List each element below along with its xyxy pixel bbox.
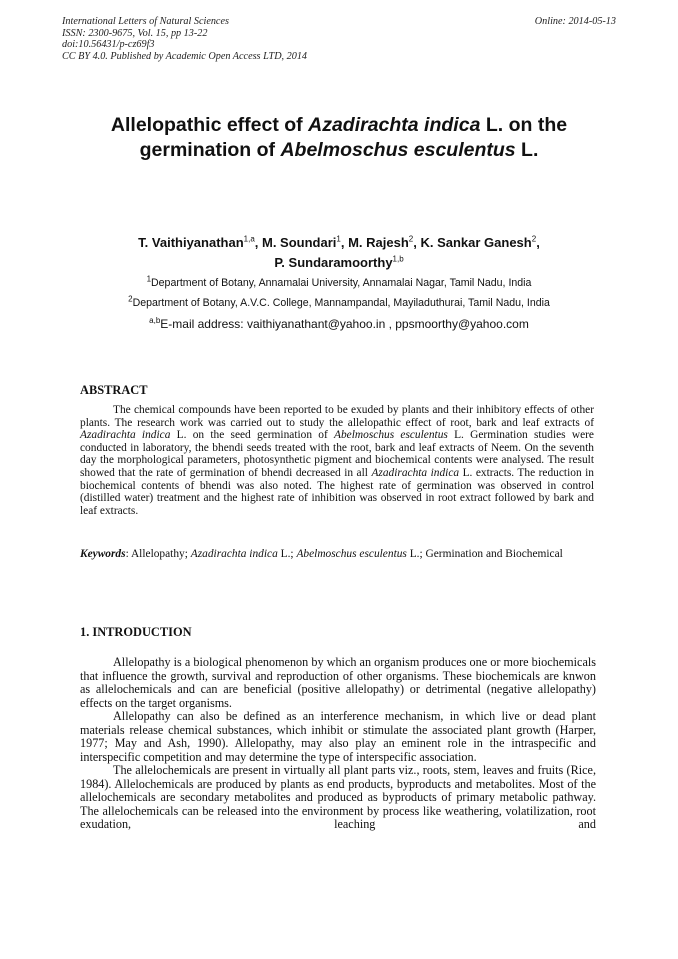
- species-name: Abelmoschus esculentus: [334, 429, 448, 442]
- title-species-2: Abelmoschus esculentus: [280, 139, 516, 161]
- affiliation-mark: 2: [128, 294, 133, 304]
- doi-line: doi:10.56431/p-cz69f3: [62, 39, 155, 51]
- author-affiliation-mark: 2: [531, 234, 537, 244]
- author-name: , M. Soundari: [254, 235, 337, 250]
- email-line: [60, 316, 618, 332]
- author-name: P. Sundaramoorthy: [274, 255, 393, 270]
- affiliation-mark: 1: [146, 274, 152, 284]
- author-list: [60, 233, 618, 273]
- online-date: Online: 2014-05-13: [534, 16, 616, 27]
- keyword-species: Abelmoschus esculentus: [296, 548, 407, 560]
- keywords-text: L.;: [277, 548, 297, 560]
- abstract-body: [80, 404, 594, 517]
- abstract-text: L. extracts. The reduction in biochemical contents of bhendi was also noted. The highest rate of germination was observed in control (distilled water) treatment and the highest rate of inhibition was observed in root extract followed by bark and leaf extracts.: [80, 466, 594, 517]
- keywords-label: Keywords: [80, 548, 126, 560]
- abstract-heading: ABSTRACT: [80, 383, 148, 397]
- author-affiliation-mark: 1: [336, 234, 341, 244]
- title-species-1: Azadirachta indica: [308, 114, 481, 136]
- author-name: , K. Sankar Ganesh: [413, 235, 532, 250]
- abstract-text: The chemical compounds have been reported to be exuded by plants and their inhibitory effects of other plants. The research work was carried out to study the allelopathic effect of root, bark and leaf extracts of: [80, 404, 594, 429]
- title-part: L. on the germination of: [139, 114, 568, 161]
- author-separator: ,: [536, 235, 540, 250]
- affiliation-2: [60, 296, 618, 310]
- email-text[interactable]: E-mail address: vaithiyanathant@yahoo.in , ppsmoorthy@yahoo.com: [160, 317, 529, 331]
- license-line: CC BY 4.0. Published by Academic Open Access LTD, 2014: [62, 50, 308, 62]
- intro-paragraph-1: Allelopathy is a biological phenomenon by which an organism produces one or more biochemicals that influence the growth, survival and reproduction of other organisms. These biochemicals are knwon as allelochemicals and can are beneficial (positive allelopathy) or detrimental (negative allelopathy) effects on the target organisms.: [80, 655, 596, 710]
- paper-title: [60, 113, 618, 163]
- abstract-text: L. Germination studies were conducted in laboratory, the bhendi seeds treated with the root, bark and leaf extracts of Neem. On the seventh day the morphological parameters, photosynthetic pigment and biochemical contents were analysed. The result showed that the rate of germination of bhendi decreased in all: [80, 429, 594, 479]
- journal-header: [62, 16, 616, 62]
- issn-line: ISSN: 2300-9675, Vol. 15, pp 13-22: [62, 27, 208, 39]
- introduction-heading: 1. INTRODUCTION: [80, 625, 192, 639]
- keywords-text: L.; Germination and Biochemical: [406, 548, 563, 560]
- intro-paragraph-3: The allelochemicals are present in virtually all plant parts viz., roots, stem, leaves and fruits (Rice, 1984). Allelochemicals are produced by plants as end products, byproducts and metabolites. Most of the allelochemicals are secondary metabolites and produced as byproducts of primary metabolic pathway. The allelochemicals can be released into the environment by process like weathering, volatilization, root exudation, leaching and: [80, 763, 596, 831]
- email-mark: a,b: [149, 316, 161, 325]
- keyword-species: Azadirachta indica: [190, 548, 278, 560]
- author-affiliation-mark: 1,b: [392, 254, 404, 264]
- affiliation-text: Department of Botany, A.V.C. College, Mannampandal, Mayiladuthurai, Tamil Nadu, India: [132, 297, 550, 309]
- author-name: T. Vaithiyanathan: [138, 235, 244, 250]
- title-part: Allelopathic effect of: [110, 114, 309, 136]
- introduction-body: [80, 656, 596, 832]
- species-name: Azadirachta indica: [371, 466, 460, 479]
- species-name: Azadirachta indica: [80, 429, 171, 442]
- keywords-text: : Allelopathy;: [125, 548, 191, 560]
- affiliation-1: [60, 276, 618, 290]
- author-affiliation-mark: 2: [408, 234, 414, 244]
- author-name: , M. Rajesh: [340, 235, 409, 250]
- author-affiliation-mark: 1,a: [243, 234, 255, 244]
- affiliation-text: Department of Botany, Annamalai University, Annamalai Nagar, Tamil Nadu, India: [151, 277, 532, 289]
- intro-paragraph-2: Allelopathy can also be defined as an interference mechanism, in which live or dead plant materials release chemical substances, which inhibit or stimulate the associated plant growth (Harper, 1977; May and Ash, 1990). Allelopathy, may also play an eminent role in the intraspecific and interspecific competition and may determine the type of interspecific association.: [80, 709, 596, 764]
- journal-name: International Letters of Natural Sciences: [62, 16, 229, 27]
- title-part: L.: [515, 139, 539, 161]
- abstract-text: L. on the seed germination of: [170, 429, 335, 442]
- keywords: [80, 548, 594, 561]
